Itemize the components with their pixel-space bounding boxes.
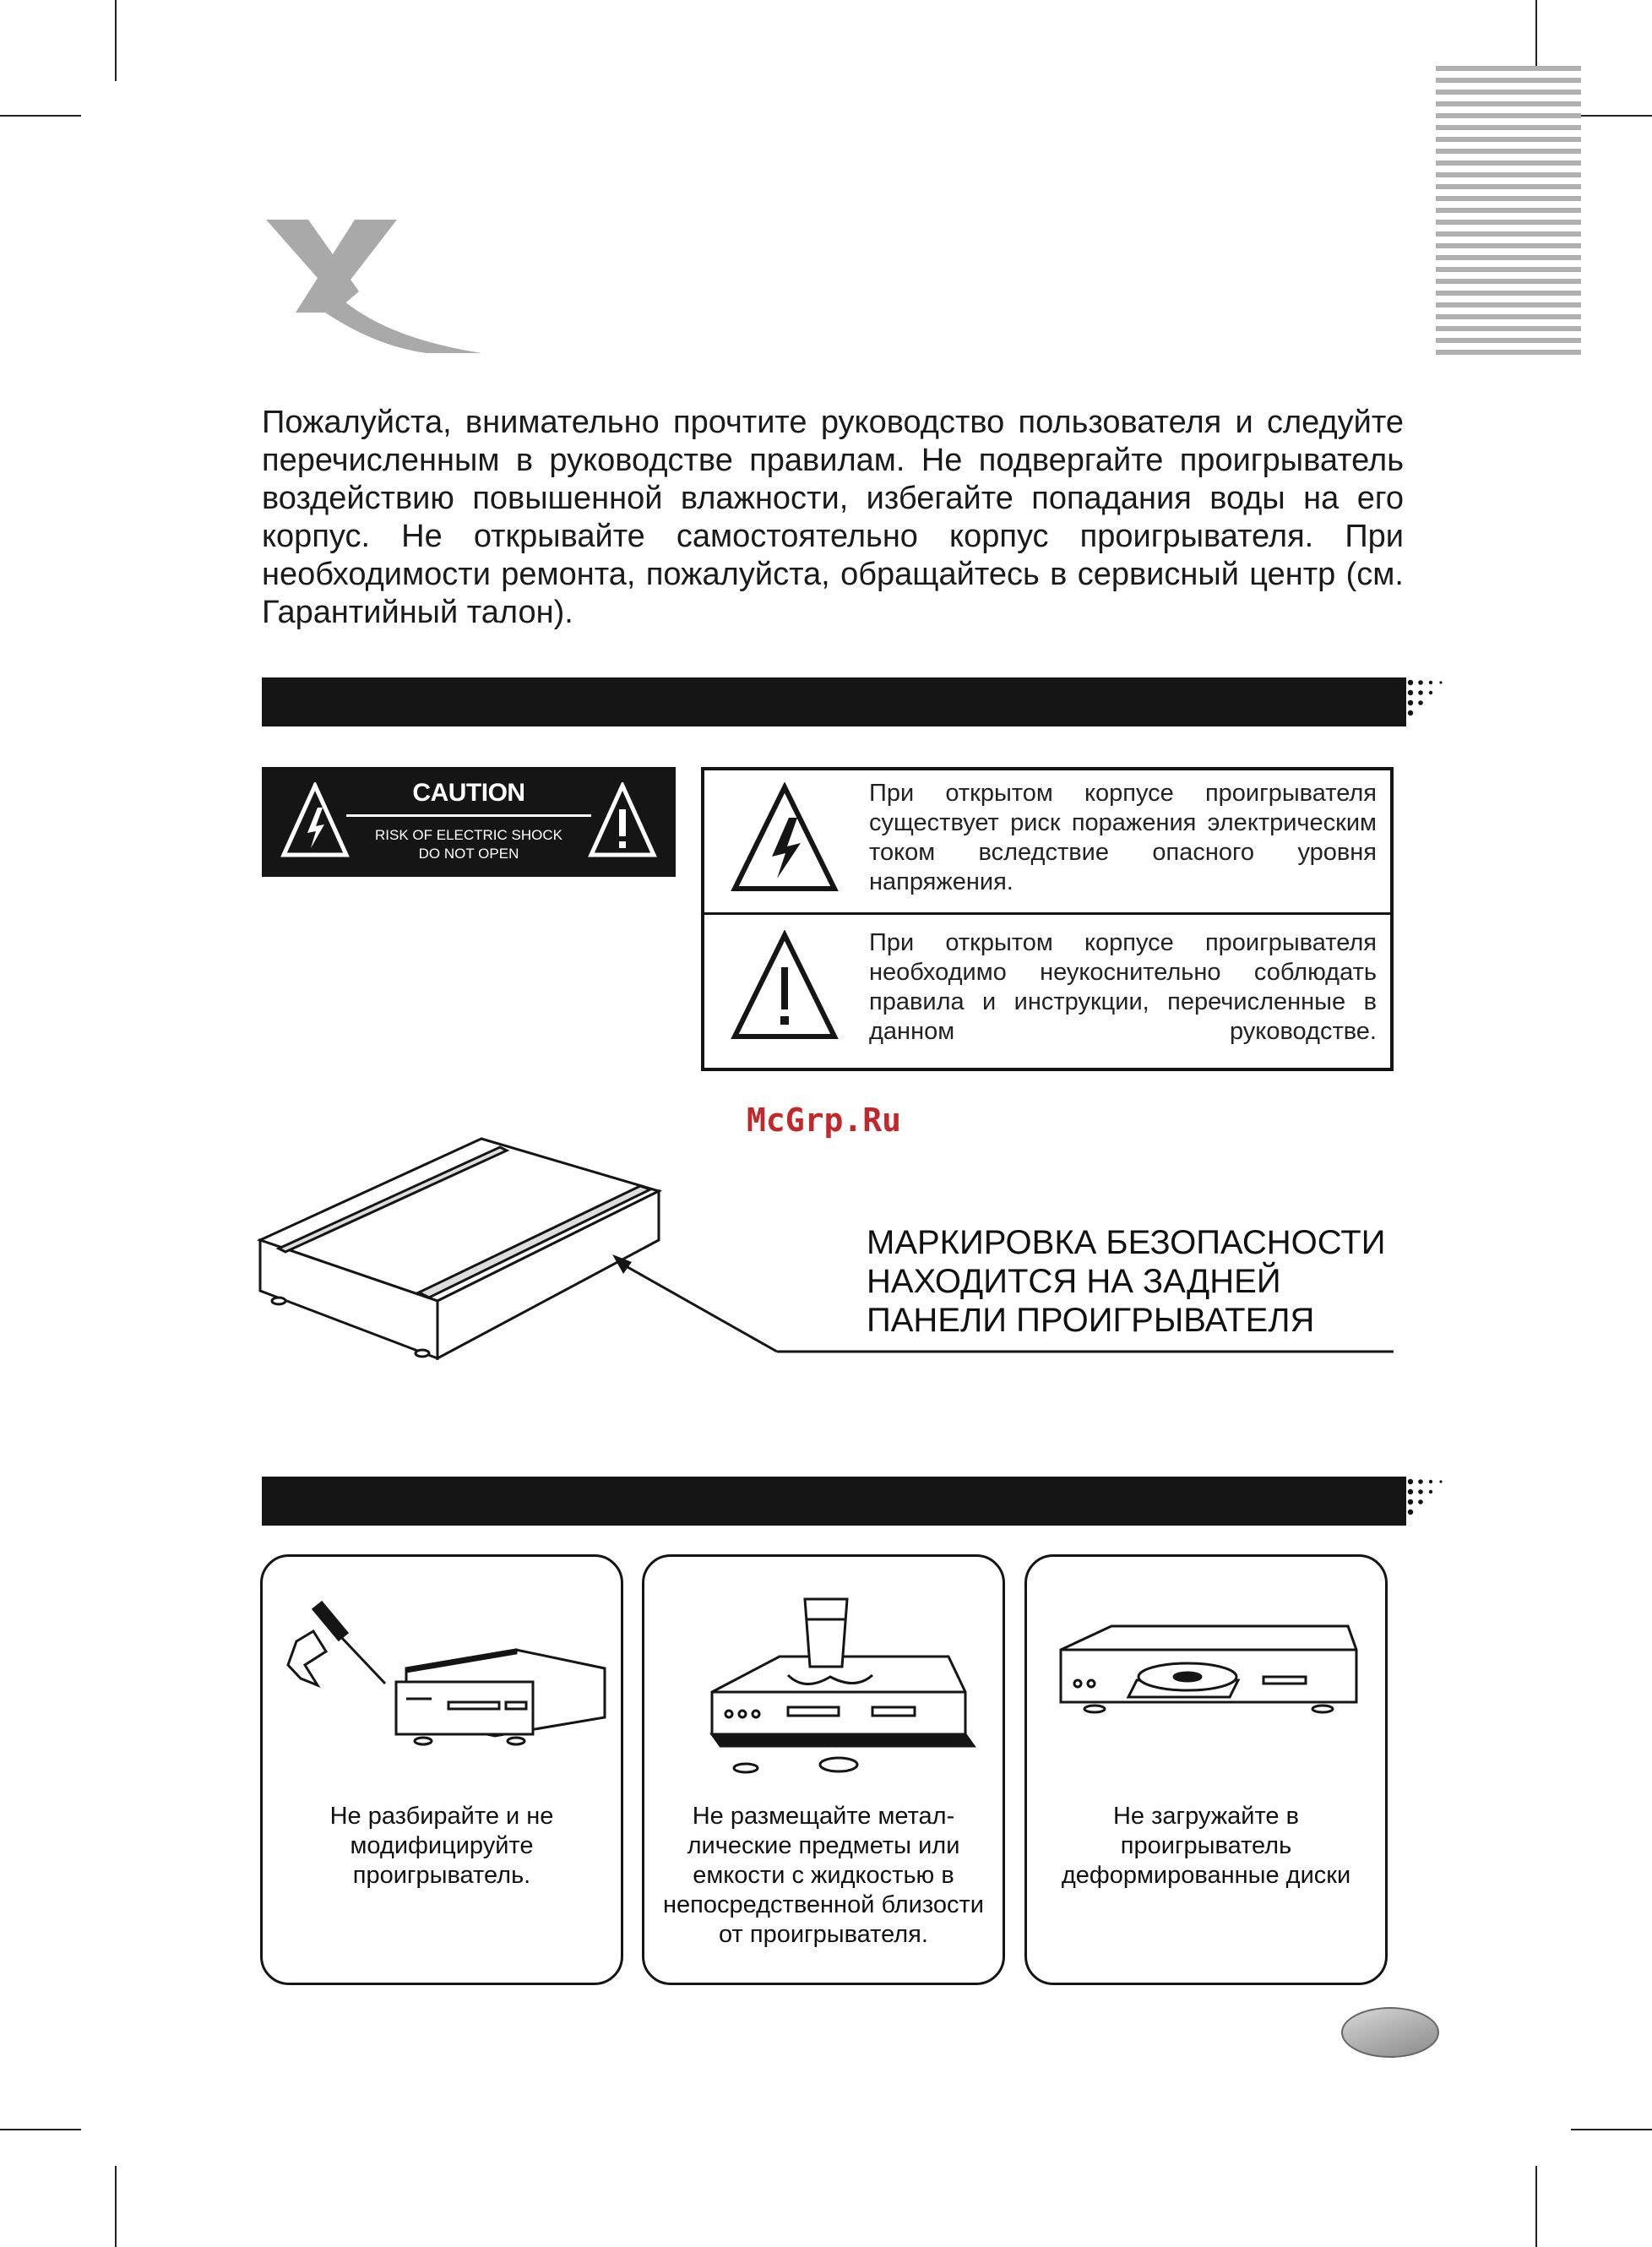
crop-mark: [1535, 2166, 1537, 2247]
page-number-badge: [1341, 2007, 1439, 2058]
safety-marking-line-2: НАХОДИТСЯ НА ЗАДНЕЙ: [867, 1263, 1281, 1300]
caution-label: [262, 767, 676, 877]
watermark: McGrp.Ru: [747, 1102, 902, 1139]
intro-paragraph: Пожалуйста, внимательно прочтите руководство пользователя и следуйте перечисленным в руководстве правилам. Не подвергайте проигрыватель воздействию повышенной влажности, избегайте попадания воды на его корпус. Не открывайте самостоятельно корпус проигрывателя. При необходимости ремонта, пожалуйста, обращайтесь в сервисный центр (см. Гарантийный талон).: [262, 405, 1404, 630]
warning-row-shock: [704, 770, 1390, 912]
caution-divider: [346, 814, 591, 817]
halftone-dots: [1385, 1477, 1453, 1526]
tip-card-text: Не разбирайте и не модифицируйте проигрыватель.: [329, 1803, 554, 1889]
warning-box: [701, 767, 1394, 1071]
section-bar: [262, 1477, 1406, 1526]
caution-title: CAUTION: [412, 779, 525, 807]
crop-mark: [1571, 115, 1652, 117]
exclamation-warning-icon: [730, 930, 840, 1043]
crop-mark: [1571, 2129, 1652, 2130]
tip-card-no-warped-discs: [1024, 1554, 1388, 1985]
tip-card-text: Не загружайте в проигрыватель деформированные диски: [1061, 1803, 1351, 1889]
liquid-metal-illustration: [661, 1565, 991, 1785]
section-bar: [262, 677, 1406, 726]
warning-row-instructions: [704, 915, 1390, 1068]
exclamation-warning-icon: [588, 782, 657, 860]
crop-mark: [0, 2129, 81, 2130]
warped-disc-illustration: [1044, 1599, 1373, 1768]
halftone-dots: [1385, 677, 1453, 726]
caution-line-2: DO NOT OPEN: [418, 846, 519, 862]
tip-card-no-disassembly: [260, 1554, 623, 1985]
caution-line-1: RISK OF ELECTRIC SHOCK: [375, 827, 562, 843]
disassembly-illustration: [280, 1591, 609, 1785]
safety-marking-line-1: МАРКИРОВКА БЕЗОПАСНОСТИ: [867, 1224, 1386, 1261]
tip-card-no-liquids: [642, 1554, 1005, 1985]
safety-marking-note: [867, 1223, 1385, 1340]
striped-decoration: [1436, 66, 1581, 362]
lightning-warning-icon: [730, 782, 840, 895]
crop-mark: [115, 0, 117, 81]
warning-text-shock: При открытом корпусе проигрывателя существует риск поражения электрическим током вследствие опасного уровня напряжения.: [869, 780, 1377, 895]
brand-x-logo: [258, 211, 486, 359]
crop-mark: [0, 115, 81, 117]
warning-text-instructions: При открытом корпусе проигрывателя необходимо неукоснительно соблюдать правила и инструкции, перечисленные в данном руководстве.: [869, 929, 1377, 1045]
crop-mark: [115, 2166, 117, 2247]
tip-card-text: Не размещайте метал-лические предметы или емкости с жидкостью в непосредственной близости от проигрывателя.: [663, 1803, 984, 1948]
safety-marking-line-3: ПАНЕЛИ ПРОИГРЫВАТЕЛЯ: [867, 1302, 1315, 1339]
